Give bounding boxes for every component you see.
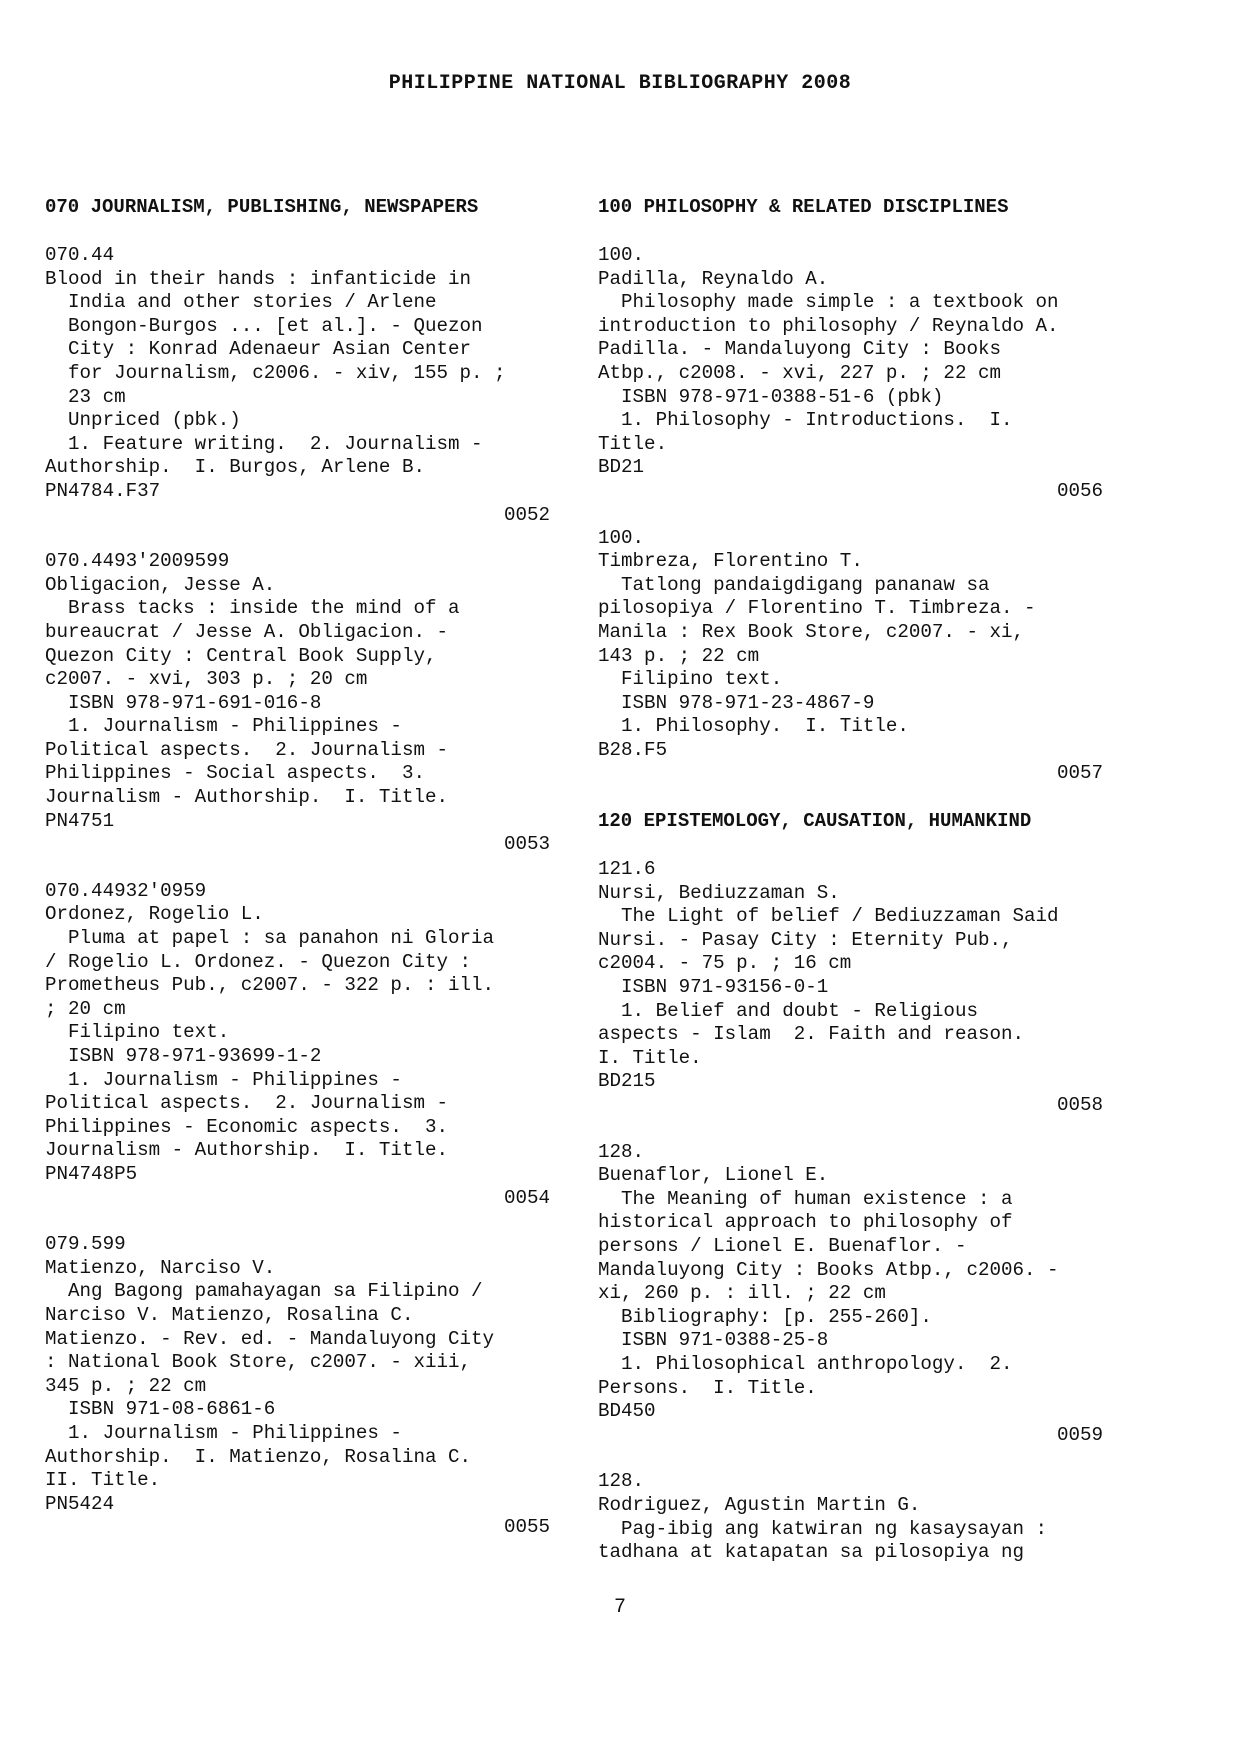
entry-line: c2007. - xvi, 303 p. ; 20 cm [45,668,368,691]
entry-line: Narciso V. Matienzo, Rosalina C. [45,1303,414,1326]
entry-line: ISBN 978-971-93699-1-2 [45,1045,322,1067]
entry-line: India and other stories / Arlene [45,291,437,314]
entry-line: Persons. I. Title. [598,1376,817,1399]
entry-line: Prometheus Pub., c2007. - 322 p. : ill. [45,974,495,997]
entry-line: 345 p. ; 22 cm [45,1374,207,1397]
entry-line: 1. Feature writing. 2. Journalism - [45,432,483,455]
entry-line: 23 cm [45,385,126,408]
entry-line: Bongon-Burgos ... [et al.]. - Quezon [45,314,483,337]
entry-line: 100. [598,526,645,549]
entry-line: ISBN 971-0388-25-8 [598,1329,829,1352]
entry-line: B28.F5 [598,738,668,761]
entry-line: : National Book Store, c2007. - xiii, [45,1351,472,1374]
entry-line: historical approach to philosophy of [598,1211,1013,1234]
section-heading: 100 PHILOSOPHY & RELATED DISCIPLINES [598,196,1009,218]
entry-line: 121.6 [598,858,656,881]
bibliography-entry [45,244,550,527]
entry-line: aspects - Islam 2. Faith and reason. [598,1023,1025,1046]
entry-line: Atbp., c2008. - xvi, 227 p. ; 22 cm [598,361,1002,384]
entry-line: ISBN 978-971-691-016-8 [45,691,322,714]
entry-line: ISBN 978-971-23-4867-9 [598,691,875,714]
entry-line: Matienzo, Narciso V. [45,1256,276,1279]
entry-line: 128. [598,1470,645,1493]
entry-line: 1. Belief and doubt - Religious [598,999,978,1022]
entry-line: Authorship. I. Burgos, Arlene B. [45,456,425,479]
entry-line: City : Konrad Adenaeur Asian Center [45,338,472,361]
entry-line: II. Title. [45,1469,161,1492]
entry-line: Nursi. - Pasay City : Eternity Pub., [598,928,1013,951]
entry-line: Matienzo. - Rev. ed. - Mandaluyong City [45,1327,495,1350]
entry-line: Journalism - Authorship. I. Title. [45,1139,449,1162]
entry-line: Pluma at papel : sa panahon ni Gloria [45,927,495,950]
entry-line: Buenaflor, Lionel E. [598,1164,829,1187]
entry-line: Bibliography: [p. 255-260]. [598,1305,932,1328]
entry-line: persons / Lionel E. Buenaflor. - [598,1234,967,1257]
page-number: 7 [613,1596,626,1619]
entry-line: ISBN 978-971-0388-51-6 (pbk) [598,385,944,408]
bibliography-entry [598,527,1103,787]
entry-line: Title. [598,432,668,455]
entry-line: Nursi, Bediuzzaman S. [598,881,840,904]
bibliography-entry [45,550,550,857]
bibliography-entry [45,880,550,1210]
entry-line: Blood in their hands : infanticide in [45,267,472,290]
entry-number: 0054 [503,1186,550,1209]
entry-line: xi, 260 p. : ill. ; 22 cm [598,1282,886,1305]
entry-number: 0055 [503,1516,550,1539]
entry-line: 079.599 [45,1233,126,1256]
entry-line: Tatlong pandaigdigang pananaw sa [598,573,990,596]
entry-number: 0056 [1056,479,1103,502]
entry-line: 100. [598,244,645,266]
entry-line: c2004. - 75 p. ; 16 cm [598,952,852,975]
entry-number: 0059 [1056,1423,1103,1446]
entry-line: Philippines - Economic aspects. 3. [45,1115,449,1138]
entry-line: Journalism - Authorship. I. Title. [45,786,449,809]
entry-line: 143 p. ; 22 cm [598,644,760,667]
entry-line: for Journalism, c2006. - xiv, 155 p. ; [45,361,506,384]
entry-line: 128. [598,1140,645,1163]
entry-line: Ordonez, Rogelio L. [45,903,264,926]
entry-number: 0057 [1056,762,1103,785]
entry-line: 1. Philosophical anthropology. 2. [598,1352,1013,1375]
entry-number: 0052 [503,503,550,526]
section-heading: 120 EPISTEMOLOGY, CAUSATION, HUMANKIND [598,810,1032,833]
entry-line: Timbreza, Florentino T. [598,550,863,573]
entry-line: PN4748P5 [45,1162,138,1185]
entry-line: 1. Philosophy - Introductions. I. [598,409,1013,432]
entry-line: ; 20 cm [45,997,126,1020]
bibliography-entry [598,244,1103,504]
entry-number: 0053 [503,833,550,856]
entry-line: BD215 [598,1070,656,1093]
entry-line: Mandaluyong City : Books Atbp., c2006. - [598,1258,1059,1281]
page-title: PHILIPPINE NATIONAL BIBLIOGRAPHY 2008 [388,72,852,95]
entry-line: BD450 [598,1400,656,1423]
entry-line: Ang Bagong pamahayagan sa Filipino / [45,1280,483,1303]
bibliography-entry [598,1141,1103,1448]
entry-line: BD21 [598,456,645,479]
entry-line: The Light of belief / Bediuzzaman Said [598,905,1059,928]
entry-line: 1. Journalism - Philippines - [45,715,402,738]
entry-line: Philosophy made simple : a textbook on [598,291,1059,314]
section-heading: 070 JOURNALISM, PUBLISHING, NEWSPAPERS [45,196,479,218]
entry-line: Authorship. I. Matienzo, Rosalina C. [45,1445,472,1468]
entry-line: Obligacion, Jesse A. [45,573,276,596]
entry-line: Philippines - Social aspects. 3. [45,762,425,785]
entry-line: 1. Journalism - Philippines - [45,1421,402,1444]
entry-line: 1. Journalism - Philippines - [45,1068,402,1091]
left-column [45,195,550,1563]
entry-line: Political aspects. 2. Journalism - [45,738,449,761]
entry-line: 070.44 [45,244,115,266]
entry-line: Filipino text. [598,668,783,691]
entry-line: PN5424 [45,1492,115,1515]
entry-line: Padilla. - Mandaluyong City : Books [598,338,1002,361]
entry-line: Rodriguez, Agustin Martin G. [598,1493,921,1516]
entry-line: Unpriced (pbk.) [45,409,241,432]
entry-line: ISBN 971-08-6861-6 [45,1398,276,1421]
right-column [598,195,1103,1588]
entry-line: Filipino text. [45,1021,230,1044]
entry-line: pilosopiya / Florentino T. Timbreza. - [598,597,1036,620]
entry-number: 0058 [1056,1094,1103,1116]
entry-line: 070.44932'0959 [45,879,207,902]
entry-line: The Meaning of human existence : a [598,1187,1013,1210]
bibliography-entry [598,858,1103,1118]
bibliography-entry [598,1470,1103,1564]
entry-line: Quezon City : Central Book Supply, [45,644,437,667]
entry-line: PN4751 [45,809,115,832]
entry-line: introduction to philosophy / Reynaldo A. [598,314,1059,337]
entry-line: tadhana at katapatan sa pilosopiya ng [598,1541,1025,1564]
entry-line: PN4784.F37 [45,479,161,502]
entry-line: Padilla, Reynaldo A. [598,267,829,290]
bibliography-entry [45,1233,550,1540]
entry-line: 1. Philosophy. I. Title. [598,715,909,738]
entry-line: Brass tacks : inside the mind of a [45,597,460,620]
entry-line: bureaucrat / Jesse A. Obligacion. - [45,620,449,643]
entry-line: Manila : Rex Book Store, c2007. - xi, [598,620,1025,643]
entry-line: 070.4493'2009599 [45,550,230,573]
entry-line: Pag-ibig ang katwiran ng kasaysayan : [598,1517,1048,1540]
entry-line: I. Title. [598,1046,702,1069]
entry-line: / Rogelio L. Ordonez. - Quezon City : [45,950,472,973]
entry-line: ISBN 971-93156-0-1 [598,976,829,999]
entry-line: Political aspects. 2. Journalism - [45,1092,449,1115]
